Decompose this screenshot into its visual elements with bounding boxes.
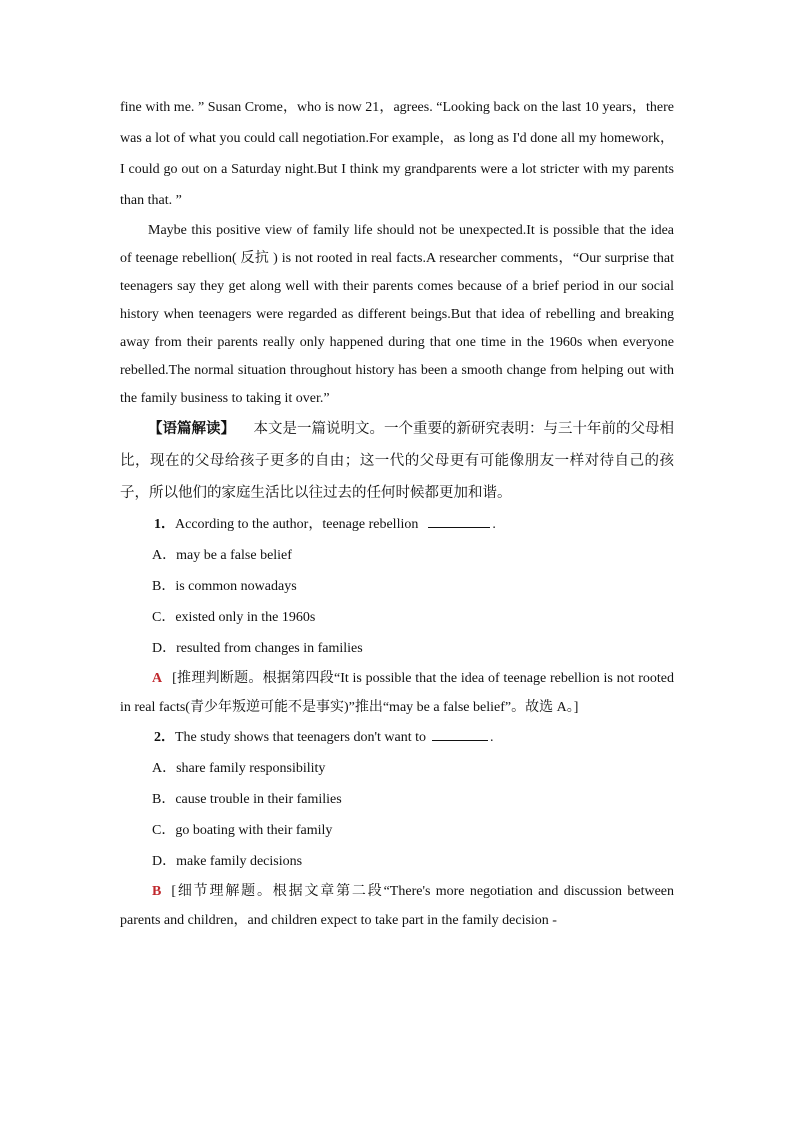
question-1-stem <box>120 509 674 540</box>
question-1-option-c: C．existed only in the 1960s <box>152 610 316 625</box>
question-2-option-c: C．go boating with their family <box>152 823 333 838</box>
question-1-stem-text: According to the author，teenage rebellion <box>175 517 419 532</box>
question-2-stem <box>120 722 674 753</box>
discourse-analysis-text: 本文是一篇说明文。一个重要的新研究表明：与三十年前的父母相比，现在的父母给孩子更多的自由；这一代的父母更有可能像朋友一样对待自己的孩子，所以他们的家庭生活比以往过去的任何时候都更加和谐。 <box>120 421 675 501</box>
question-2-answer-key: B <box>152 884 162 899</box>
question-1-option-d: D．resulted from changes in families <box>152 641 363 656</box>
question-1-stem-end: . <box>492 517 496 532</box>
question-2-stem-end: . <box>489 730 494 745</box>
question-1-option-a: A．may be a false belief <box>152 548 292 563</box>
question-1-number: 1． <box>154 517 175 532</box>
question-2-number: 2． <box>154 730 175 745</box>
answer-blank <box>432 728 488 741</box>
question-1-answer-key: A <box>152 671 163 686</box>
discourse-analysis-tag: 【语篇解读】 <box>148 421 236 437</box>
question-1 <box>120 509 674 722</box>
question-2 <box>120 722 674 935</box>
document-page <box>120 92 674 935</box>
question-2-stem-text: The study shows that teenagers don't want to <box>175 730 426 745</box>
answer-blank <box>428 515 490 528</box>
question-2-option-a: A．share family responsibility <box>152 761 326 776</box>
question-2-option-b: B．cause trouble in their families <box>152 792 342 807</box>
question-1-explanation: [推理判断题。根据第四段“It is possible that the idea of teenage rebellion is not rooted in real facts(青少年叛逆可能不是事实)”推出“may be a false belief”。故选 A。] <box>120 671 674 715</box>
discourse-analysis <box>120 413 674 509</box>
question-1-answer <box>120 664 674 722</box>
question-2-explanation: [细节理解题。根据文章第二段“There's more negotiation and discussion between parents and children，and children expect to take part in the family decision - <box>120 884 674 928</box>
question-2-answer <box>120 877 674 935</box>
question-2-option-d: D．make family decisions <box>152 854 303 869</box>
question-1-option-b: B．is common nowadays <box>152 579 297 594</box>
passage-paragraph-4: Maybe this positive view of family life should not be unexpected.It is possible that the idea of teenage rebellion( 反抗 ) is not rooted in real facts.A researcher comments，“Our surprise that teenagers say they get along well with their parents comes because of a brief period in our social history when teenagers were regarded as different beings.But that idea of rebelling and breaking away from their parents really only happened during that one time in the 1960s when everyone rebelled.The normal situation throughout history has been a smooth change from helping out with the family business to taking it over.” <box>120 223 674 406</box>
passage-paragraph-3: fine with me. ” Susan Crome，who is now 21，agrees. “Looking back on the last 10 years，there was a lot of what you could call negotiation.For example，as long as I'd done all my homework，I could go out on a Saturday night.But I think my grandparents were a lot stricter with my parents than that. ” <box>120 100 674 208</box>
